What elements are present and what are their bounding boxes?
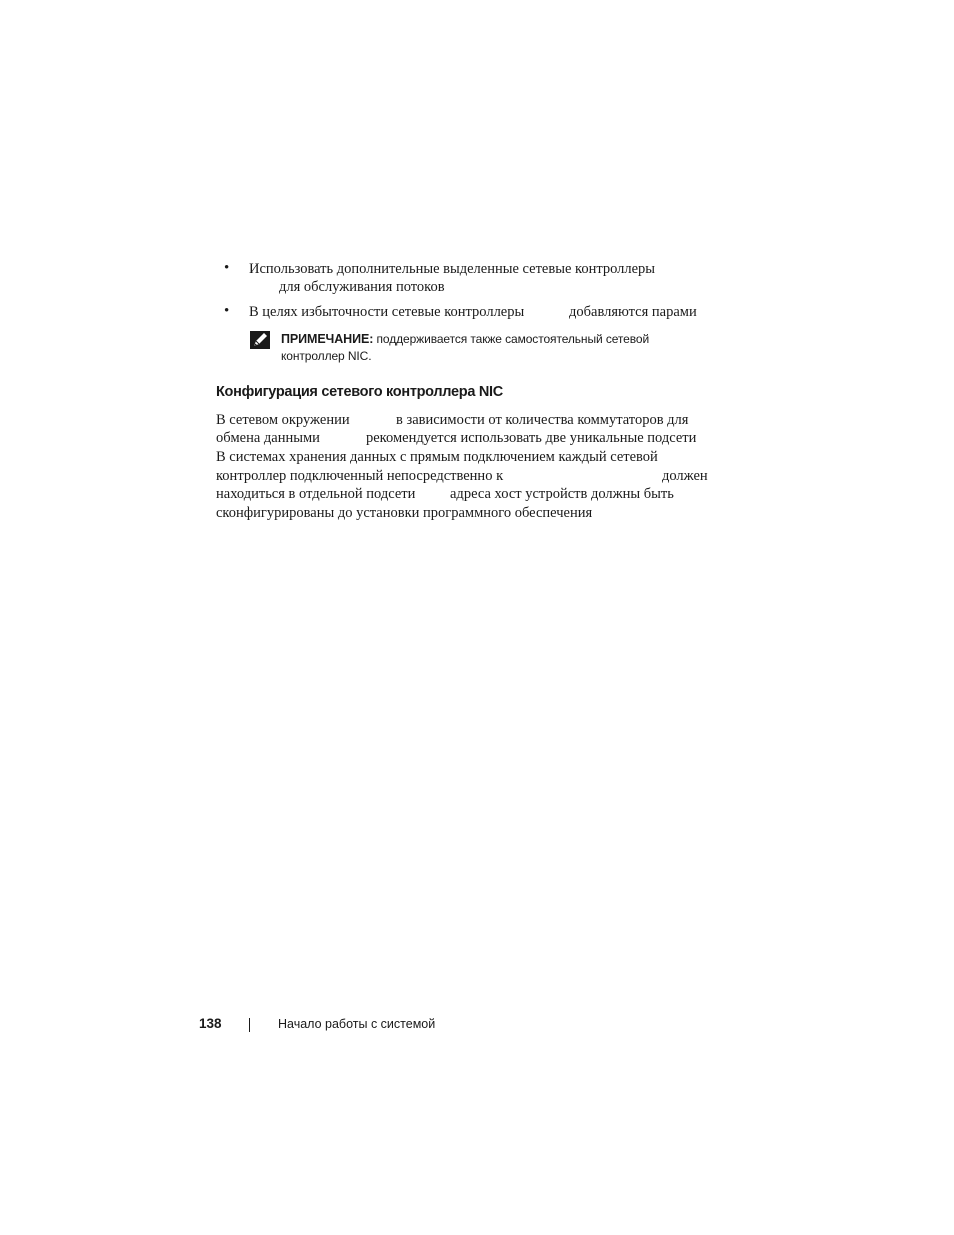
paragraph-line: сконфигурированы до установки программного обеспечения [216,505,593,521]
paragraph-line: адреса хост устройств должны быть [450,486,674,502]
paragraph-line: должен [662,468,708,484]
note-text: поддерживается также самостоятельный сетевой [373,332,650,346]
paragraph-line: контроллер подключенный непосредственно к [216,468,504,484]
footer-separator [249,1018,250,1032]
section-heading: Конфигурация сетевого контроллера NIC [216,384,503,400]
bullet-text-line: добавляются парами [569,304,697,320]
bullet-text-line: Использовать дополнительные выделенные сетевые контроллеры [249,261,656,277]
footer-title: Начало работы с системой [278,1017,436,1031]
bullet-marker: • [224,303,230,319]
bullet-marker: • [224,260,230,276]
note-label: ПРИМЕЧАНИЕ: [281,332,374,346]
bullet-text-line: В целях избыточности сетевые контроллеры [249,304,525,320]
paragraph-line: находиться в отдельной подсети [216,486,416,502]
page-number: 138 [199,1016,222,1031]
paragraph-line: В сетевом окружении [216,412,350,428]
pencil-note-icon [250,331,270,349]
note-line [281,332,649,346]
paragraph-line: рекомендуется использовать две уникальные подсети [366,430,697,446]
paragraph-line: обмена данными [216,430,320,446]
paragraph-line: В системах хранения данных с прямым подключением каждый сетевой [216,449,658,465]
bullet-text-line: для обслуживания потоков [279,279,445,295]
note-line: контроллер NIC. [281,349,372,363]
paragraph-line: в зависимости от количества коммутаторов для [396,412,689,428]
